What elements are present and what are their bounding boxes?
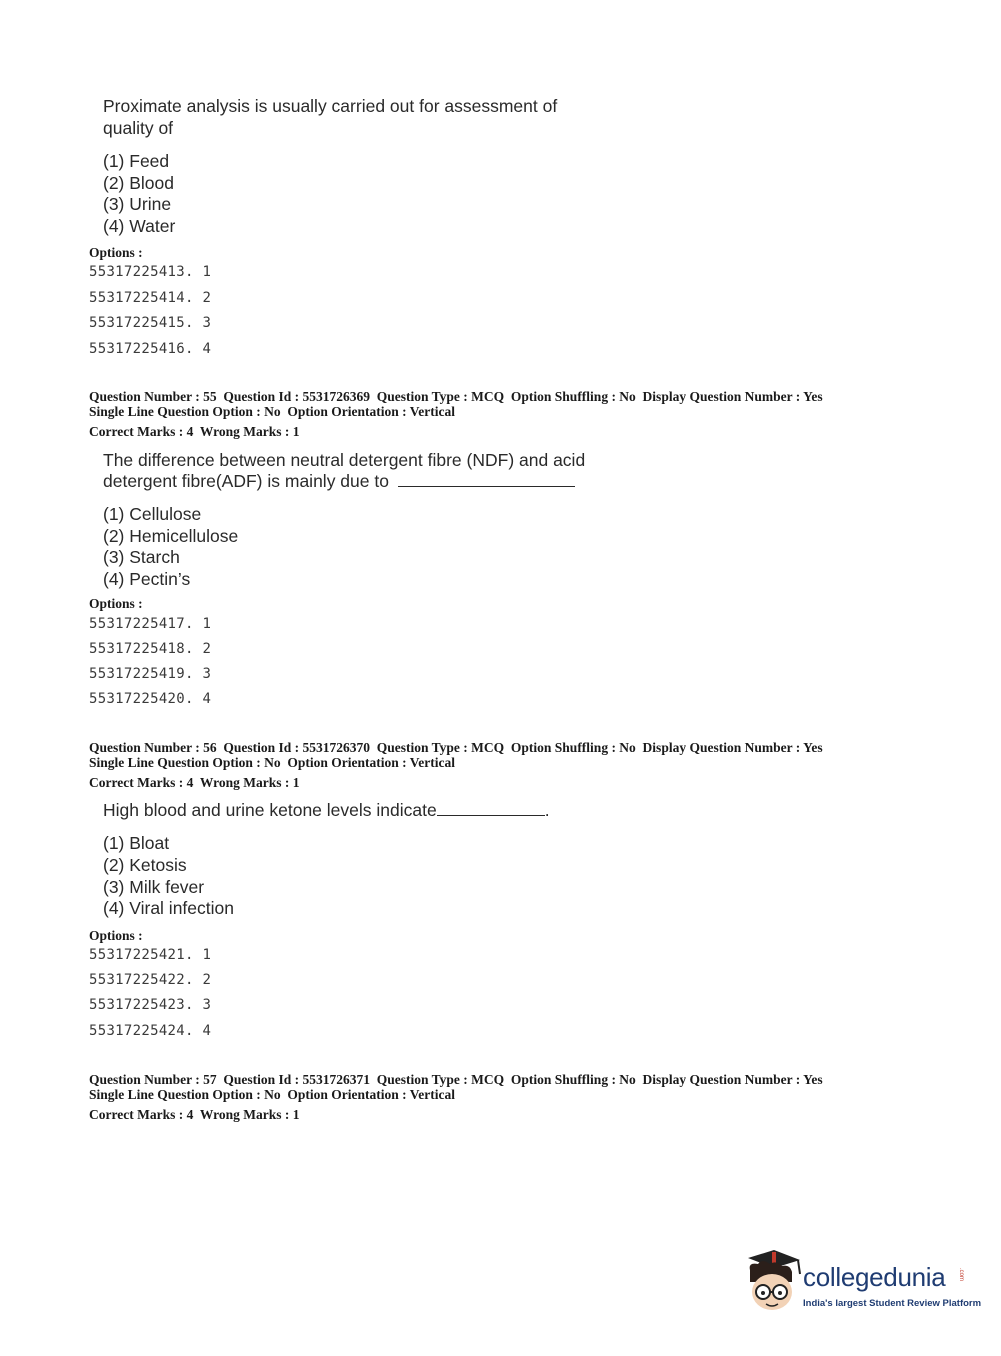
question-marks: Correct Marks : 4 Wrong Marks : 1 <box>89 775 300 790</box>
question-meta: Single Line Question Option : No Option Orientation : Vertical <box>89 404 456 419</box>
option-id: 55317225415. 3 <box>89 315 212 331</box>
choice-item: (3) Starch <box>103 547 180 567</box>
question-meta: Question Number : 56 Question Id : 5531726370 Question Type : MCQ Option Shuffling : No Display Question Number : Yes <box>89 740 823 755</box>
question-text-line: The difference between neutral detergent fibre (NDF) and acid <box>103 450 586 470</box>
question-meta: Single Line Question Option : No Option Orientation : Vertical <box>89 755 456 770</box>
option-id: 55317225414. 2 <box>89 290 212 306</box>
option-id: 55317225420. 4 <box>89 691 212 707</box>
option-id: 55317225422. 2 <box>89 972 212 988</box>
answer-blank <box>437 801 545 816</box>
logo-com: .com <box>958 1268 964 1282</box>
option-id: 55317225419. 3 <box>89 666 212 682</box>
logo-tagline: India's largest Student Review Platform <box>803 1298 982 1309</box>
question-meta: Question Number : 57 Question Id : 5531726371 Question Type : MCQ Option Shuffling : No Display Question Number : Yes <box>89 1072 823 1087</box>
choice-item: (4) Viral infection <box>103 898 234 918</box>
option-id: 55317225418. 2 <box>89 641 212 657</box>
logo-wordmark: collegedunia <box>803 1262 946 1292</box>
choice-item: (4) Water <box>103 216 176 236</box>
option-id: 55317225417. 1 <box>89 616 212 632</box>
question-marks: Correct Marks : 4 Wrong Marks : 1 <box>89 1107 300 1122</box>
option-id: 55317225424. 4 <box>89 1023 212 1039</box>
choice-item: (3) Urine <box>103 194 172 214</box>
choice-item: (4) Pectin’s <box>103 569 191 589</box>
answer-blank <box>398 472 575 487</box>
question-text-line <box>103 799 550 821</box>
question-text: detergent fibre(ADF) is mainly due to <box>103 471 389 491</box>
option-id: 55317225413. 1 <box>89 264 212 280</box>
options-label: Options : <box>89 596 143 611</box>
question-text: High blood and urine ketone levels indicate <box>103 800 437 820</box>
question-text-line: quality of <box>103 118 174 138</box>
question-meta: Question Number : 55 Question Id : 5531726369 Question Type : MCQ Option Shuffling : No Display Question Number : Yes <box>89 389 823 404</box>
question-marks: Correct Marks : 4 Wrong Marks : 1 <box>89 424 300 439</box>
choice-item: (2) Ketosis <box>103 855 187 875</box>
choice-item: (1) Bloat <box>103 833 170 853</box>
choice-item: (3) Milk fever <box>103 877 205 897</box>
question-meta: Single Line Question Option : No Option Orientation : Vertical <box>89 1087 456 1102</box>
choice-item: (2) Blood <box>103 173 175 193</box>
option-id: 55317225421. 1 <box>89 947 212 963</box>
question-text-line <box>103 470 575 492</box>
options-label: Options : <box>89 245 143 260</box>
choice-item: (2) Hemicellulose <box>103 526 239 546</box>
question-text-line: Proximate analysis is usually carried out for assessment of <box>103 96 558 116</box>
option-id: 55317225423. 3 <box>89 997 212 1013</box>
choice-item: (1) Feed <box>103 151 170 171</box>
choice-item: (1) Cellulose <box>103 504 202 524</box>
options-label: Options : <box>89 928 143 943</box>
option-id: 55317225416. 4 <box>89 341 212 357</box>
question-text-end: . <box>544 800 550 820</box>
